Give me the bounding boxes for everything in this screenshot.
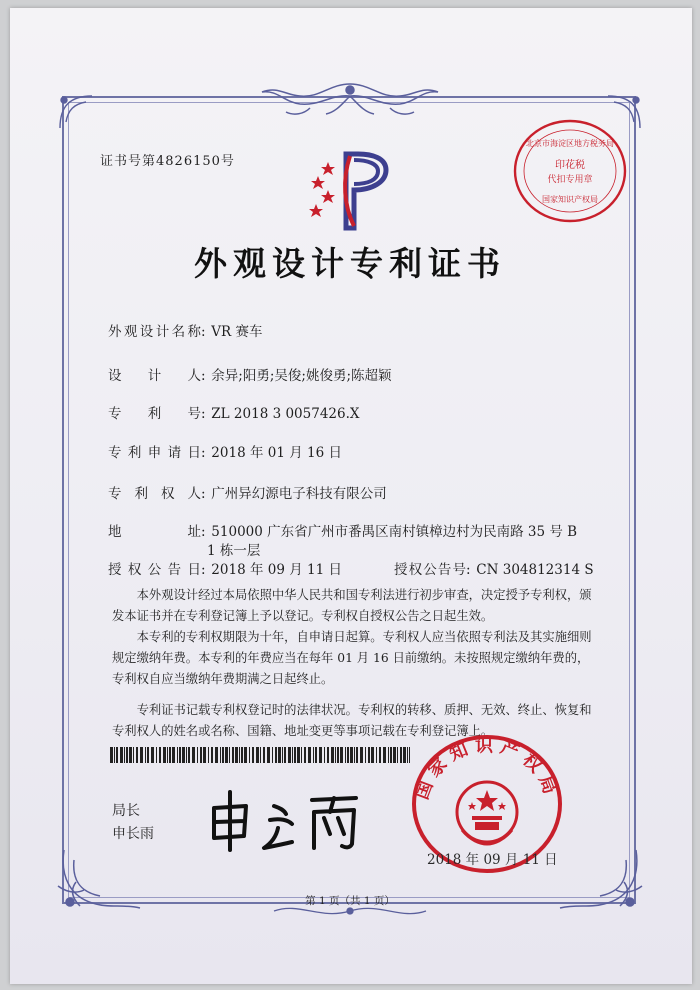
barcode-bar xyxy=(371,747,374,763)
tax-stamp xyxy=(512,118,628,224)
barcode-bar xyxy=(400,747,402,763)
barcode-bar xyxy=(347,747,349,763)
barcode-bar xyxy=(197,747,198,763)
barcode-bar xyxy=(208,747,209,763)
barcode-bar xyxy=(376,747,377,763)
barcode-bar xyxy=(324,747,325,763)
issue-date: 2018 年 09 月 11 日 xyxy=(427,852,558,868)
barcode-bar xyxy=(203,747,206,763)
barcode-bar xyxy=(177,747,178,763)
director-title: 局长 xyxy=(112,803,140,819)
barcode-bar xyxy=(350,747,353,763)
barcode-icon xyxy=(110,747,410,763)
barcode-bar xyxy=(211,747,213,763)
barcode-bar xyxy=(301,747,302,763)
field-patentee: 专利权人: 广州异幻源电子科技有限公司 xyxy=(108,482,387,502)
field-value: ZL 2018 3 0057426.X xyxy=(211,406,360,422)
field-label: 专利申请日 xyxy=(108,445,201,461)
barcode-bar xyxy=(126,747,128,763)
barcode-bar xyxy=(110,747,113,763)
barcode-bar xyxy=(390,747,392,763)
barcode-bar xyxy=(140,747,143,763)
barcode-bar xyxy=(297,747,300,763)
barcode-bar xyxy=(200,747,202,763)
barcode-bar xyxy=(188,747,190,763)
barcode-bar xyxy=(313,747,314,763)
field-value: 广州异幻源电子科技有限公司 xyxy=(211,486,387,502)
barcode-bar xyxy=(136,747,138,763)
director-name: 申长雨 xyxy=(112,826,154,842)
barcode-bar xyxy=(249,747,250,763)
barcode-bar xyxy=(229,747,230,763)
page-number: 第 1 页（共 1 页） xyxy=(305,895,395,907)
tax-stamp-line1: 北京市海淀区地方税务局 xyxy=(526,139,614,148)
barcode-bar xyxy=(225,747,228,763)
barcode-bar xyxy=(275,747,277,763)
barcode-bar xyxy=(260,747,261,763)
barcode-bar xyxy=(288,747,291,763)
tax-stamp-line2: 印花税 xyxy=(555,160,585,171)
barcode-bar xyxy=(167,747,168,763)
seal-text: 国家知识产权局 xyxy=(411,735,563,803)
barcode-bar xyxy=(308,747,311,763)
barcode-bar xyxy=(129,747,132,763)
barcode-bar xyxy=(368,747,370,763)
barcode-bar xyxy=(163,747,166,763)
top-ornament-icon xyxy=(250,78,450,122)
field-patent-number: 专利号: ZL 2018 3 0057426.X xyxy=(108,402,360,422)
barcode-bar xyxy=(315,747,317,763)
barcode-bar xyxy=(256,747,259,763)
barcode-bar xyxy=(263,747,265,763)
barcode-bar xyxy=(147,747,149,763)
barcode-bar xyxy=(292,747,293,763)
barcode-bar xyxy=(319,747,322,763)
field-label: 专利权人 xyxy=(108,486,201,502)
barcode-bar xyxy=(335,747,336,763)
barcode-bar xyxy=(116,747,118,763)
field-address-line2: 1 栋一层 xyxy=(207,543,261,559)
barcode-bar xyxy=(156,747,157,763)
field-grant-date: 授权公告日: 2018 年 09 月 11 日 xyxy=(108,558,342,578)
barcode-bar xyxy=(360,747,363,763)
barcode-bar xyxy=(241,747,243,763)
barcode-bar xyxy=(278,747,281,763)
barcode-bar xyxy=(345,747,346,763)
barcode-bar xyxy=(327,747,329,763)
tax-stamp-line3: 代扣专用章 xyxy=(547,175,593,185)
barcode-bar xyxy=(220,747,221,763)
barcode-bar xyxy=(151,747,154,763)
field-value: 2018 年 01 月 16 日 xyxy=(211,445,342,461)
barcode-bar xyxy=(403,747,406,763)
barcode-bar xyxy=(192,747,195,763)
barcode-bar xyxy=(159,747,161,763)
barcode-bar xyxy=(267,747,270,763)
barcode-bar xyxy=(379,747,381,763)
field-label: 授权公告号 xyxy=(394,562,466,578)
barcode-bar xyxy=(179,747,181,763)
barcode-bar xyxy=(133,747,134,763)
barcode-bar xyxy=(393,747,396,763)
barcode-bar xyxy=(222,747,224,763)
corner-ornament-icon xyxy=(56,92,96,132)
field-value: CN 304812314 S xyxy=(476,562,594,578)
field-label: 外观设计名称 xyxy=(108,324,201,340)
field-label: 设计人 xyxy=(108,368,201,384)
barcode-bar xyxy=(114,747,115,763)
body-paragraph: 本外观设计经过本局依照中华人民共和国专利法进行初步审查，决定授予专利权，颁发本证书并在专利登记簿上予以登记。专利权自授权公告之日起生效。 xyxy=(112,588,592,623)
field-value: 2018 年 09 月 11 日 xyxy=(211,562,342,578)
barcode-bar xyxy=(337,747,339,763)
field-label: 授权公告日 xyxy=(108,562,201,578)
barcode-bar xyxy=(239,747,240,763)
field-design-name: 外观设计名称: VR 赛车 xyxy=(108,320,263,340)
barcode-bar xyxy=(304,747,306,763)
barcode-bar xyxy=(284,747,286,763)
field-grant-number: 授权公告号: CN 304812314 S xyxy=(394,558,594,578)
barcode-bar xyxy=(272,747,273,763)
barcode-bar xyxy=(354,747,355,763)
field-label: 专利号 xyxy=(108,406,201,422)
barcode-bar xyxy=(232,747,234,763)
barcode-bar xyxy=(340,747,343,763)
barcode-bar xyxy=(145,747,146,763)
barcode-bar xyxy=(365,747,366,763)
barcode-bar xyxy=(252,747,254,763)
patent-office-logo-icon xyxy=(302,150,398,232)
barcode-bar xyxy=(169,747,171,763)
barcode-bar xyxy=(215,747,218,763)
barcode-bar xyxy=(244,747,247,763)
tax-stamp-line4: 国家知识产权局 xyxy=(542,195,598,204)
barcode-bar xyxy=(124,747,125,763)
barcode-bar xyxy=(356,747,358,763)
field-designers: 设计人: 余异;阳勇;吴俊;姚俊勇;陈超颖 xyxy=(108,364,392,384)
barcode-bar xyxy=(120,747,123,763)
body-paragraph: 本专利的专利权期限为十年，自申请日起算。专利权人应当依照专利法及其实施细则规定缴纳年费。本专利的年费应当在每年 01 月 16 日前缴纳。未按照规定缴纳年费的，专利权自应当缴纳年费期满之日起终止。 xyxy=(112,630,592,686)
field-application-date: 专利申请日: 2018 年 01 月 16 日 xyxy=(108,441,342,461)
barcode-bar xyxy=(182,747,185,763)
national-emblem-icon xyxy=(457,782,517,844)
barcode-bar xyxy=(235,747,238,763)
barcode-bar xyxy=(294,747,296,763)
field-address: 地址: 510000 广东省广州市番禺区南村镇樟边村为民南路 35 号 B xyxy=(108,520,577,540)
barcode-bar xyxy=(383,747,386,763)
barcode-bar xyxy=(397,747,398,763)
field-value: 余异;阳勇;吴俊;姚俊勇;陈超颖 xyxy=(211,368,392,384)
barcode-bar xyxy=(282,747,283,763)
barcode-bar xyxy=(186,747,187,763)
field-label: 地址 xyxy=(108,524,201,540)
certificate-title: 外观设计专利证书 xyxy=(194,244,506,283)
barcode-bar xyxy=(388,747,389,763)
field-value: 510000 广东省广州市番禺区南村镇樟边村为民南路 35 号 B xyxy=(211,524,578,540)
certificate-body xyxy=(112,585,596,742)
field-value: VR 赛车 xyxy=(211,324,263,340)
barcode-bar xyxy=(172,747,175,763)
certificate-number: 证书号第4826150号 xyxy=(100,154,235,169)
director-signature-icon xyxy=(200,786,380,854)
barcode-bar xyxy=(331,747,334,763)
body-paragraph: 专利证书记载专利权登记时的法律状况。专利权的转移、质押、无效、终止、恢复和专利权人的姓名或名称、国籍、地址变更等事项记载在专利登记簿上。 xyxy=(112,703,592,738)
